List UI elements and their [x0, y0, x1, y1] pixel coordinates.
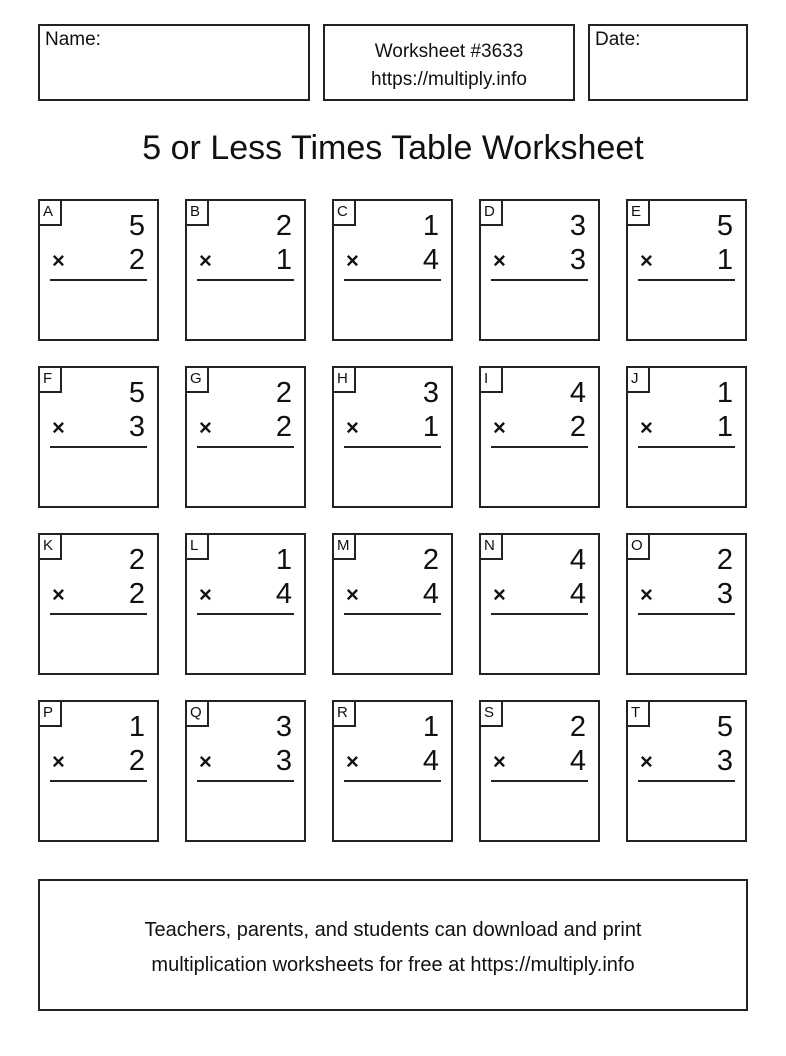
multiplicand: 1	[716, 377, 733, 409]
answer-line	[197, 780, 294, 782]
multiplicand: 5	[716, 210, 733, 242]
problem-letter: G	[187, 368, 209, 393]
answer-line	[197, 446, 294, 448]
answer-line	[50, 613, 147, 615]
multiplier: 1	[716, 244, 733, 276]
problem-letter: B	[187, 201, 209, 226]
problem-letter: F	[40, 368, 62, 393]
answer-line	[344, 780, 441, 782]
footer-line-1: Teachers, parents, and students can download and print	[144, 919, 642, 941]
multiply-icon: ×	[199, 582, 212, 607]
problem-box[interactable]	[185, 700, 306, 842]
multiplier: 4	[422, 578, 439, 610]
answer-line	[344, 613, 441, 615]
multiplicand: 2	[128, 544, 145, 576]
multiplier: 4	[569, 578, 586, 610]
problem-box[interactable]	[626, 533, 747, 675]
multiplicand: 2	[275, 210, 292, 242]
problem-letter: P	[40, 702, 62, 727]
multiplicand: 1	[422, 210, 439, 242]
problem-letter: C	[334, 201, 356, 226]
answer-line	[197, 613, 294, 615]
multiplicand: 5	[128, 210, 145, 242]
multiplicand: 3	[275, 711, 292, 743]
multiplier: 2	[128, 578, 145, 610]
problem-box[interactable]	[185, 366, 306, 508]
problem-letter: I	[481, 368, 503, 393]
problem-box[interactable]	[38, 533, 159, 675]
problem-box[interactable]	[479, 366, 600, 508]
answer-line	[197, 279, 294, 281]
date-field-box[interactable]	[588, 24, 748, 101]
problem-box[interactable]	[626, 700, 747, 842]
problem-letter: K	[40, 535, 62, 560]
multiplier: 3	[569, 244, 586, 276]
worksheet-url: https://multiply.info	[371, 69, 527, 90]
multiply-icon: ×	[493, 415, 506, 440]
multiplier: 2	[569, 411, 586, 443]
multiplier: 4	[422, 745, 439, 777]
footer-box	[38, 879, 748, 1011]
multiplicand: 1	[422, 711, 439, 743]
multiplier: 2	[128, 244, 145, 276]
worksheet-number: Worksheet #3633	[374, 41, 524, 62]
worksheet-info-box	[323, 24, 575, 101]
multiplicand: 1	[128, 711, 145, 743]
multiply-icon: ×	[199, 248, 212, 273]
multiply-icon: ×	[640, 248, 653, 273]
footer-line-2: multiplication worksheets for free at https://multiply.info	[151, 954, 635, 976]
problem-box[interactable]	[38, 366, 159, 508]
multiplier: 2	[275, 411, 292, 443]
problem-box[interactable]	[626, 366, 747, 508]
multiplicand: 2	[569, 711, 586, 743]
problem-box[interactable]	[626, 199, 747, 341]
multiplicand: 2	[275, 377, 292, 409]
answer-line	[638, 613, 735, 615]
answer-line	[638, 780, 735, 782]
multiplier: 1	[422, 411, 439, 443]
problem-letter: N	[481, 535, 503, 560]
multiplier: 1	[716, 411, 733, 443]
problem-box[interactable]	[185, 199, 306, 341]
problem-letter: Q	[187, 702, 209, 727]
answer-line	[50, 279, 147, 281]
multiplicand: 3	[422, 377, 439, 409]
answer-line	[491, 279, 588, 281]
problem-box[interactable]	[38, 700, 159, 842]
page-title: 5 or Less Times Table Worksheet	[142, 129, 644, 167]
multiply-icon: ×	[640, 415, 653, 440]
problem-letter: D	[481, 201, 503, 226]
multiply-icon: ×	[52, 415, 65, 440]
problem-letter: E	[628, 201, 650, 226]
answer-line	[638, 279, 735, 281]
multiplier: 4	[569, 745, 586, 777]
problem-box[interactable]	[479, 533, 600, 675]
date-label: Date:	[595, 29, 641, 50]
multiply-icon: ×	[199, 749, 212, 774]
multiplicand: 3	[569, 210, 586, 242]
problem-letter: O	[628, 535, 650, 560]
multiplicand: 2	[422, 544, 439, 576]
multiply-icon: ×	[493, 582, 506, 607]
multiplicand: 2	[716, 544, 733, 576]
multiply-icon: ×	[199, 415, 212, 440]
multiplier: 3	[716, 578, 733, 610]
multiply-icon: ×	[640, 582, 653, 607]
problem-letter: L	[187, 535, 209, 560]
multiplier: 4	[422, 244, 439, 276]
problem-box[interactable]	[479, 199, 600, 341]
multiply-icon: ×	[52, 749, 65, 774]
problem-letter: J	[628, 368, 650, 393]
problem-box[interactable]	[185, 533, 306, 675]
multiplier: 3	[128, 411, 145, 443]
multiplier: 1	[275, 244, 292, 276]
multiply-icon: ×	[346, 749, 359, 774]
multiplier: 4	[275, 578, 292, 610]
problem-box[interactable]	[332, 533, 453, 675]
answer-line	[491, 780, 588, 782]
problem-letter: M	[334, 535, 356, 560]
multiplicand: 5	[128, 377, 145, 409]
answer-line	[50, 780, 147, 782]
problem-box[interactable]	[332, 199, 453, 341]
problem-letter: R	[334, 702, 356, 727]
multiply-icon: ×	[346, 582, 359, 607]
multiply-icon: ×	[346, 415, 359, 440]
name-field-box[interactable]	[38, 24, 310, 101]
problem-box[interactable]	[332, 366, 453, 508]
answer-line	[638, 446, 735, 448]
problem-letter: H	[334, 368, 356, 393]
problem-letter: A	[40, 201, 62, 226]
answer-line	[491, 446, 588, 448]
multiply-icon: ×	[346, 248, 359, 273]
multiply-icon: ×	[52, 248, 65, 273]
multiply-icon: ×	[493, 248, 506, 273]
answer-line	[344, 446, 441, 448]
answer-line	[50, 446, 147, 448]
answer-line	[491, 613, 588, 615]
problem-box[interactable]	[38, 199, 159, 341]
answer-line	[344, 279, 441, 281]
multiplier: 3	[275, 745, 292, 777]
multiply-icon: ×	[52, 582, 65, 607]
multiplicand: 1	[275, 544, 292, 576]
problem-letter: S	[481, 702, 503, 727]
name-label: Name:	[45, 29, 101, 50]
multiplicand: 4	[569, 377, 586, 409]
problem-box[interactable]	[332, 700, 453, 842]
multiply-icon: ×	[640, 749, 653, 774]
multiplicand: 5	[716, 711, 733, 743]
problem-letter: T	[628, 702, 650, 727]
multiply-icon: ×	[493, 749, 506, 774]
multiplicand: 4	[569, 544, 586, 576]
multiplier: 2	[128, 745, 145, 777]
multiplier: 3	[716, 745, 733, 777]
problem-box[interactable]	[479, 700, 600, 842]
